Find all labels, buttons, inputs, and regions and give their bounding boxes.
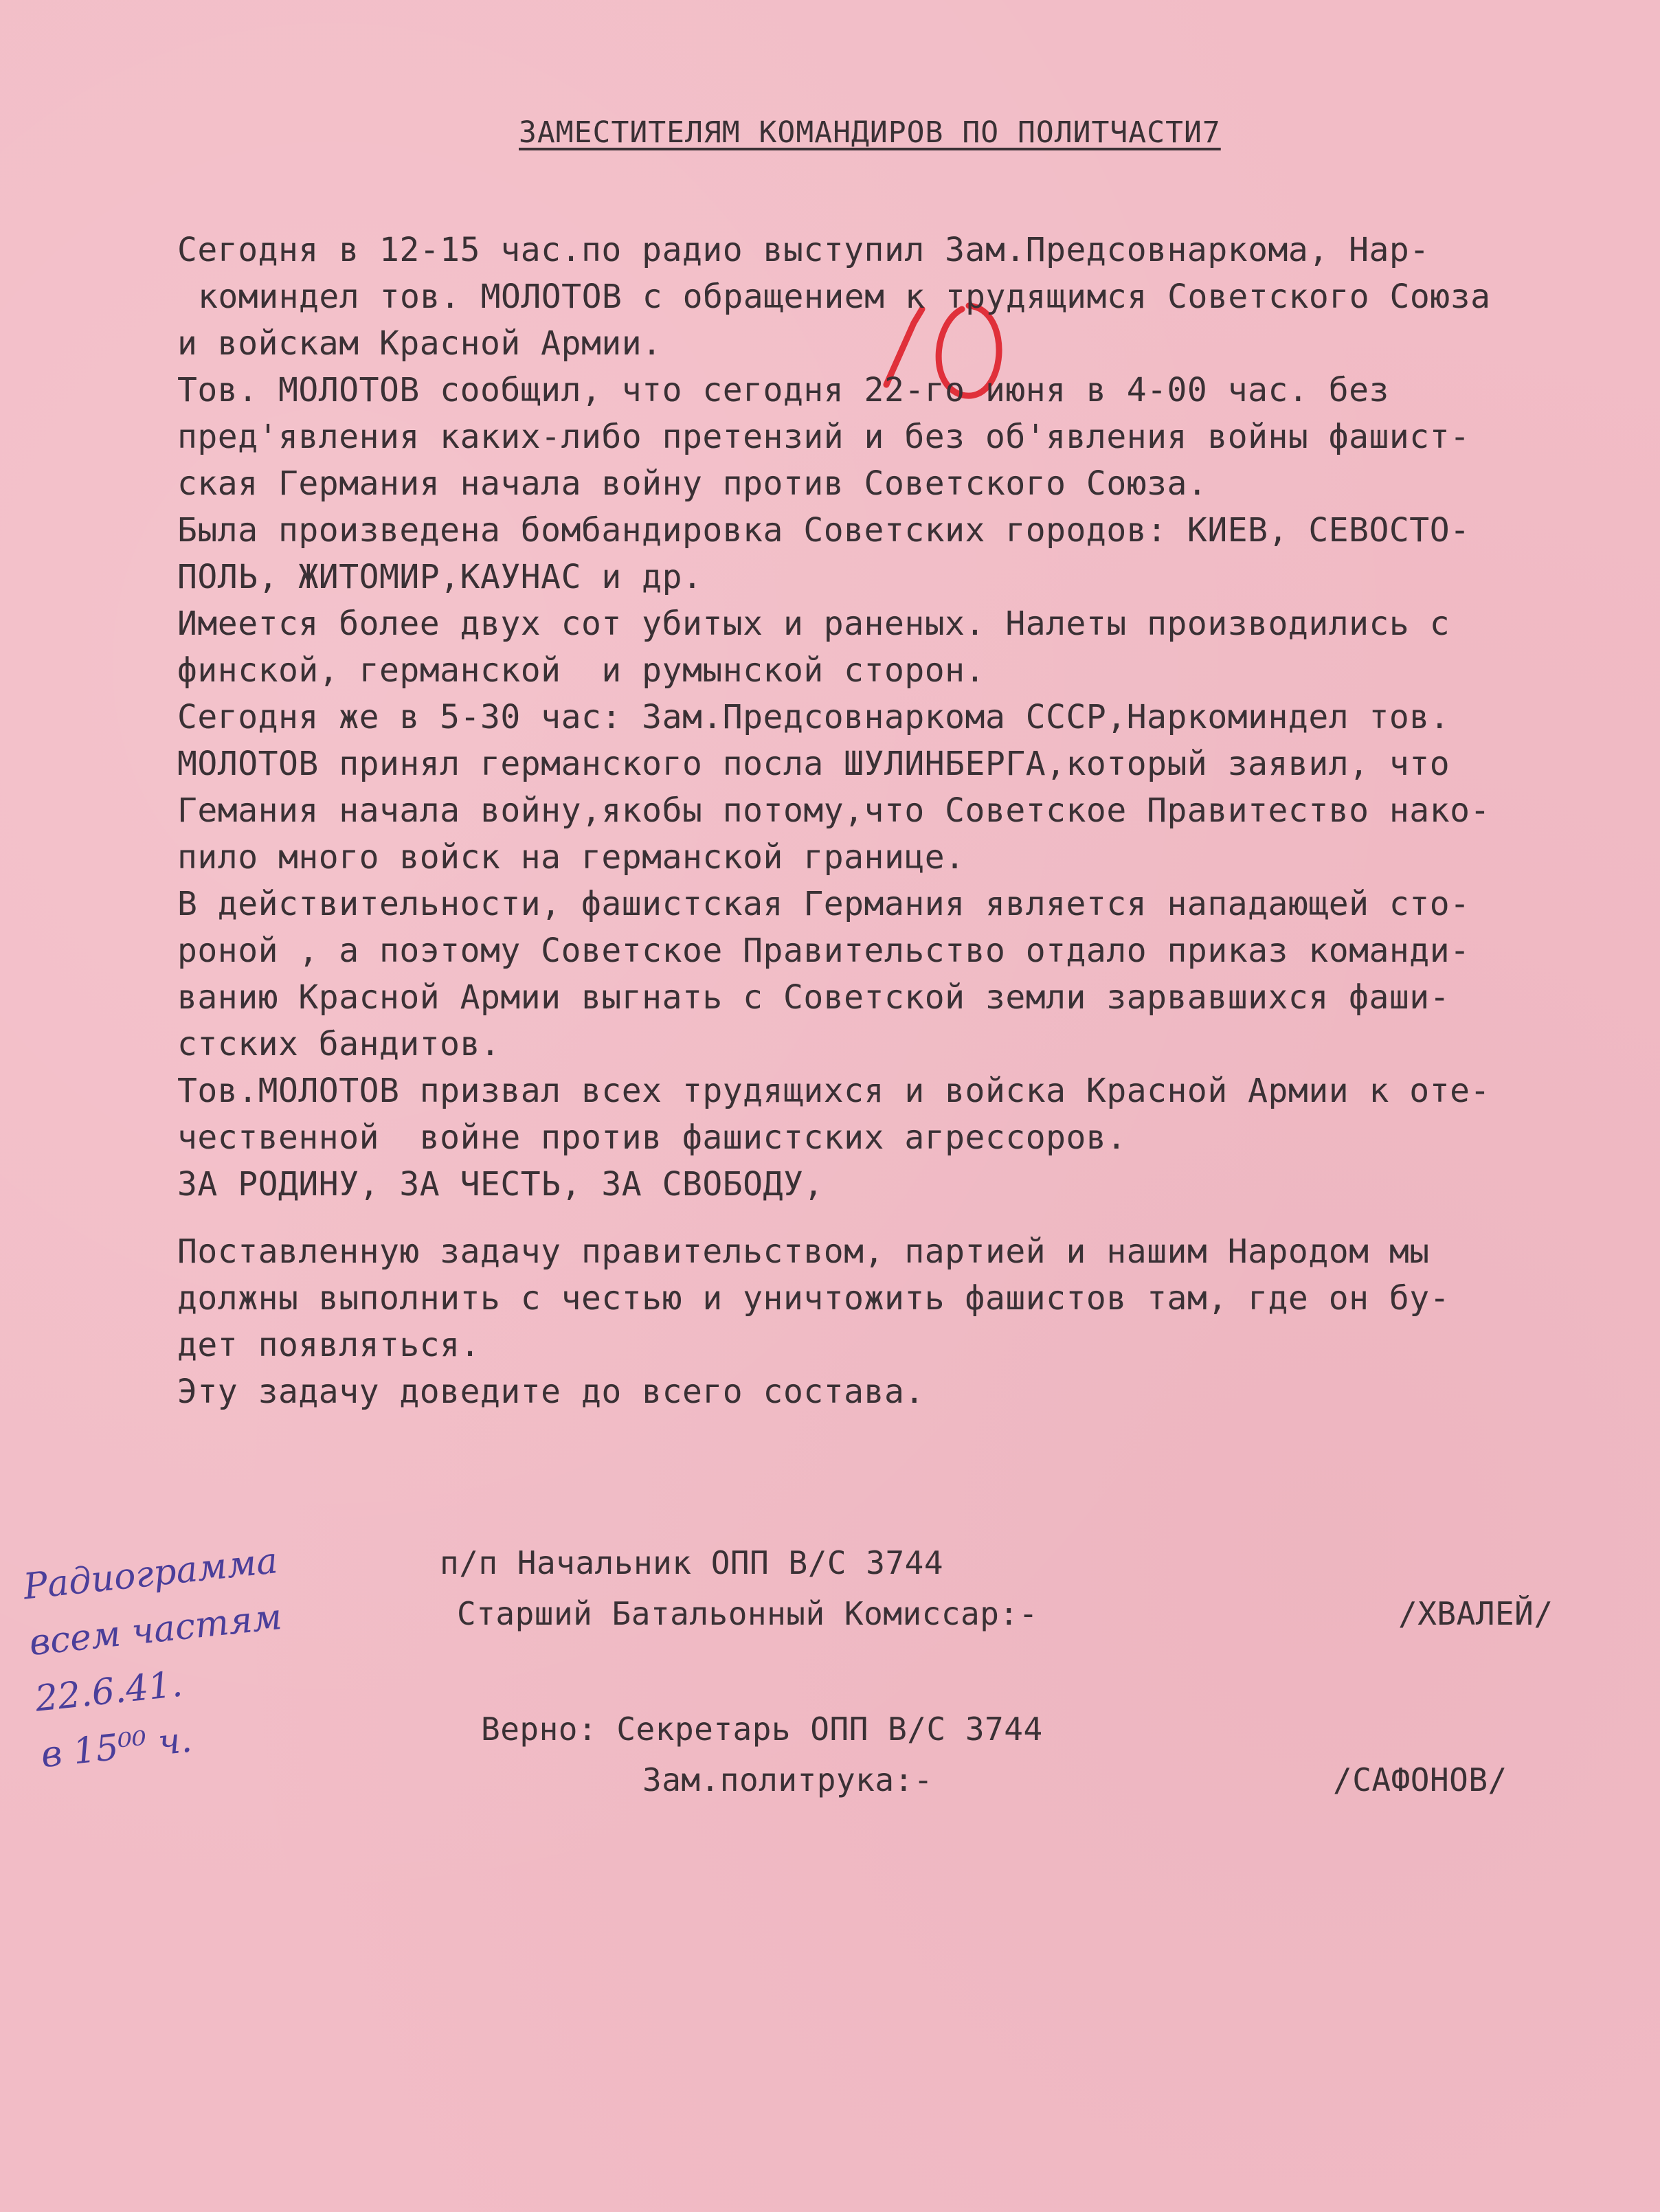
signature-1-line2: Старший Батальонный Комиссар:- [457, 1595, 1038, 1632]
signature-1-line1: п/п Начальник ОПП В/С 3744 [440, 1544, 944, 1581]
body-line: Имеется более двух сот убитых и раненых. Налеты производились с [177, 605, 1450, 643]
body-line: Гемания начала войну,якобы потому,что Советское Правитество нако- [177, 791, 1490, 830]
body-line: стских бандитов. [177, 1025, 501, 1063]
body-line: роной , а поэтому Советское Правительство отдало приказ команди- [177, 932, 1470, 970]
handwritten-note-line: 22.6.41. [33, 1663, 185, 1720]
closing-line: Поставленную задачу правительством, партией и нашим Народом мы [177, 1232, 1430, 1271]
body-line: ванию Красной Армии выгнать с Советской земли зарвавшихся фаши- [177, 978, 1450, 1017]
document-heading: ЗАМЕСТИТЕЛЯМ КОМАНДИРОВ ПО ПОЛИТЧАСТИ7 [519, 115, 1221, 150]
body-line: ПОЛЬ, ЖИТОМИР,КАУНАС и др. [177, 558, 703, 596]
body-line: В действительности, фашистская Германия является нападающей сто- [177, 885, 1470, 923]
body-line: МОЛОТОВ принял германского посла ШУЛИНБЕРГА,который заявил, что [177, 745, 1450, 783]
handwritten-note-line: всем частям [27, 1596, 284, 1664]
signature-2-line1: Верно: Секретарь ОПП В/С 3744 [481, 1711, 1043, 1748]
body-line: ская Германия начала войну против Советского Союза. [177, 464, 1208, 503]
body-line: пред'явления каких-либо претензий и без об'явления войны фашист- [177, 418, 1470, 456]
closing-line: Эту задачу доведите до всего состава. [177, 1373, 925, 1411]
handwritten-note-line: в 15⁰⁰ ч. [38, 1719, 194, 1776]
body-line: финской, германской и румынской сторон. [177, 651, 985, 690]
body-line: Сегодня же в 5-30 час: Зам.Предсовнаркома СССР,Наркоминдел тов. [177, 698, 1450, 736]
body-line: и войскам Красной Армии. [177, 324, 662, 363]
body-line: Была произведена бомбандировка Советских городов: КИЕВ, СЕВОСТО- [177, 511, 1470, 550]
handwritten-note [21, 1533, 298, 1783]
body-line: коминдел тов. МОЛОТОВ с обращением к трудящимся Советского Союза [198, 278, 1491, 316]
closing-line: должны выполнить с честью и уничтожить фашистов там, где он бу- [177, 1279, 1450, 1318]
signature-1-name: /ХВАЛЕЙ/ [1398, 1595, 1554, 1632]
body-line: чественной войне против фашистских агрессоров. [177, 1118, 1127, 1157]
body-line: пило много войск на германской границе. [177, 838, 965, 877]
body-line: Тов.МОЛОТОВ призвал всех трудящихся и войска Красной Армии к оте- [177, 1072, 1490, 1110]
document-body [177, 227, 1634, 1415]
body-line: Сегодня в 12-15 час.по радио выступил Зам.Предсовнаркома, Нар- [177, 231, 1430, 269]
signature-2-line2: Зам.политрука:- [642, 1761, 933, 1798]
body-line: Тов. МОЛОТОВ сообщил, что сегодня 22-го июня в 4-00 час. без [177, 371, 1389, 409]
closing-line: дет появляться. [177, 1326, 480, 1364]
handwritten-note-line: Радиограмма [21, 1540, 280, 1608]
signature-2-name: /САФОНОВ/ [1333, 1761, 1507, 1798]
slogan-line: ЗА РОДИНУ, ЗА ЧЕСТЬ, ЗА СВОБОДУ, [177, 1165, 824, 1204]
